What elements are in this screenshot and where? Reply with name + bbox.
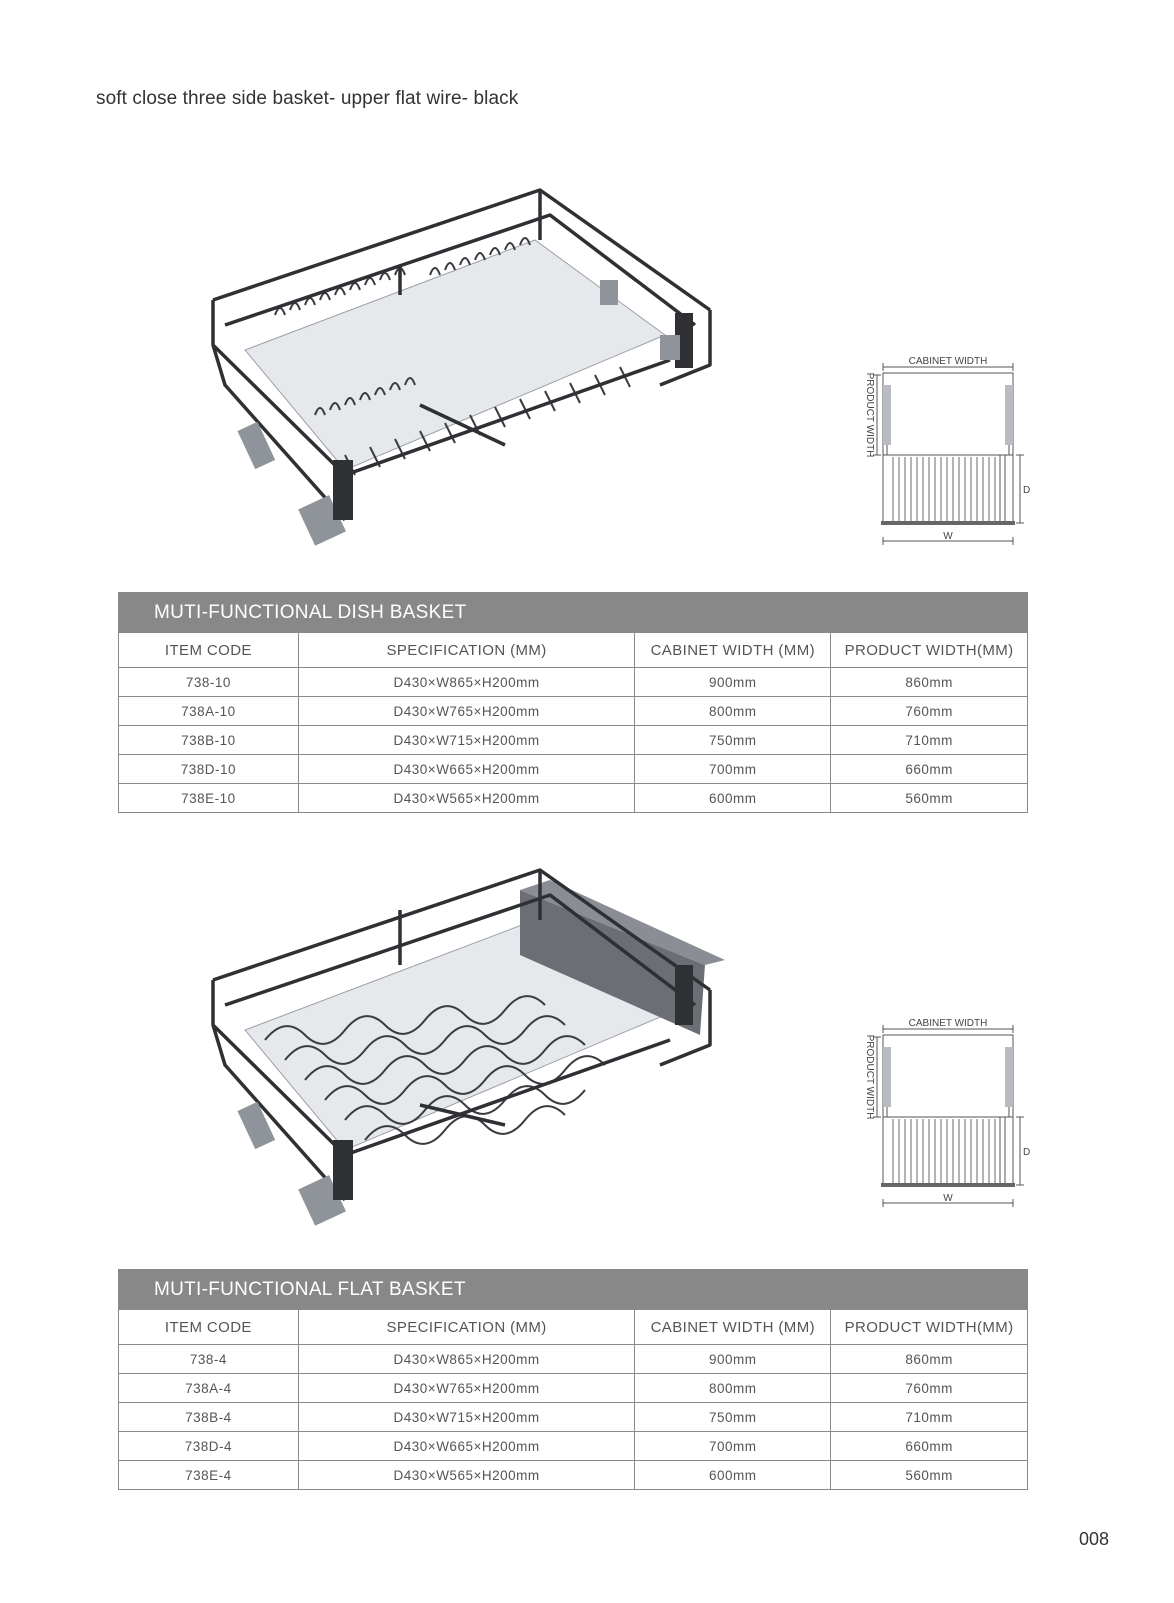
item-code: 738D-10 <box>119 755 299 784</box>
specification: D430×W715×H200mm <box>298 1403 635 1432</box>
cabinet-width-label: CABINET WIDTH <box>908 1018 988 1029</box>
width-label: W <box>943 531 953 542</box>
cabinet-width: 600mm <box>635 1461 831 1490</box>
dimension-diagram-flat <box>855 1017 1031 1217</box>
product-width: 860mm <box>831 668 1028 697</box>
width-label: W <box>943 1193 953 1204</box>
item-code: 738-10 <box>119 668 299 697</box>
item-code: 738B-10 <box>119 726 299 755</box>
specification: D430×W765×H200mm <box>298 697 635 726</box>
page-number: 008 <box>1079 1529 1110 1549</box>
cabinet-width: 750mm <box>635 1403 831 1432</box>
product-width: 710mm <box>831 1403 1028 1432</box>
specification: D430×W715×H200mm <box>298 726 635 755</box>
cabinet-width: 800mm <box>635 1374 831 1403</box>
flat-basket-table <box>118 1269 1028 1490</box>
product-width-label: PRODUCT WIDTH <box>864 372 875 458</box>
table-row <box>119 1345 1028 1374</box>
item-code: 738D-4 <box>119 1432 299 1461</box>
specification: D430×W565×H200mm <box>298 784 635 813</box>
table-row <box>119 697 1028 726</box>
column-header-cabinet-width: CABINET WIDTH (MM) <box>635 1310 831 1345</box>
section-title: MUTI-FUNCTIONAL DISH BASKET <box>119 593 1028 633</box>
cabinet-width: 700mm <box>635 1432 831 1461</box>
dimension-diagram-dish <box>855 355 1031 555</box>
table-row <box>119 668 1028 697</box>
column-header-item-code: ITEM CODE <box>119 1310 299 1345</box>
cabinet-width: 800mm <box>635 697 831 726</box>
flat-basket-photo <box>205 865 725 1250</box>
specification: D430×W665×H200mm <box>298 1432 635 1461</box>
table-row <box>119 726 1028 755</box>
table-row <box>119 1461 1028 1490</box>
cabinet-width: 600mm <box>635 784 831 813</box>
item-code: 738A-4 <box>119 1374 299 1403</box>
table-row <box>119 1432 1028 1461</box>
page-title: soft close three side basket- upper flat wire- black <box>96 88 519 109</box>
item-code: 738B-4 <box>119 1403 299 1432</box>
column-header-specification: SPECIFICATION (MM) <box>298 633 635 668</box>
cabinet-width-label: CABINET WIDTH <box>908 356 988 367</box>
depth-label: D <box>1023 485 1031 496</box>
product-width: 560mm <box>831 784 1028 813</box>
product-width: 860mm <box>831 1345 1028 1374</box>
item-code: 738E-10 <box>119 784 299 813</box>
dish-basket-table <box>118 592 1028 813</box>
cabinet-width: 750mm <box>635 726 831 755</box>
product-width: 660mm <box>831 755 1028 784</box>
column-header-product-width: PRODUCT WIDTH(MM) <box>831 1310 1028 1345</box>
product-width: 710mm <box>831 726 1028 755</box>
table-row <box>119 1374 1028 1403</box>
specification: D430×W865×H200mm <box>298 1345 635 1374</box>
specification: D430×W765×H200mm <box>298 1374 635 1403</box>
cabinet-width: 900mm <box>635 668 831 697</box>
column-header-cabinet-width: CABINET WIDTH (MM) <box>635 633 831 668</box>
product-width: 760mm <box>831 1374 1028 1403</box>
item-code: 738A-10 <box>119 697 299 726</box>
table-row <box>119 755 1028 784</box>
item-code: 738-4 <box>119 1345 299 1374</box>
item-code: 738E-4 <box>119 1461 299 1490</box>
depth-label: D <box>1023 1147 1031 1158</box>
product-width: 560mm <box>831 1461 1028 1490</box>
cabinet-width: 700mm <box>635 755 831 784</box>
column-header-item-code: ITEM CODE <box>119 633 299 668</box>
specification: D430×W865×H200mm <box>298 668 635 697</box>
table-row <box>119 784 1028 813</box>
dish-basket-photo <box>205 185 725 560</box>
specification: D430×W665×H200mm <box>298 755 635 784</box>
table-row <box>119 1403 1028 1432</box>
specification: D430×W565×H200mm <box>298 1461 635 1490</box>
section-title: MUTI-FUNCTIONAL FLAT BASKET <box>119 1270 1028 1310</box>
product-width: 660mm <box>831 1432 1028 1461</box>
column-header-product-width: PRODUCT WIDTH(MM) <box>831 633 1028 668</box>
column-header-specification: SPECIFICATION (MM) <box>298 1310 635 1345</box>
product-width-label: PRODUCT WIDTH <box>864 1034 875 1120</box>
cabinet-width: 900mm <box>635 1345 831 1374</box>
product-width: 760mm <box>831 697 1028 726</box>
